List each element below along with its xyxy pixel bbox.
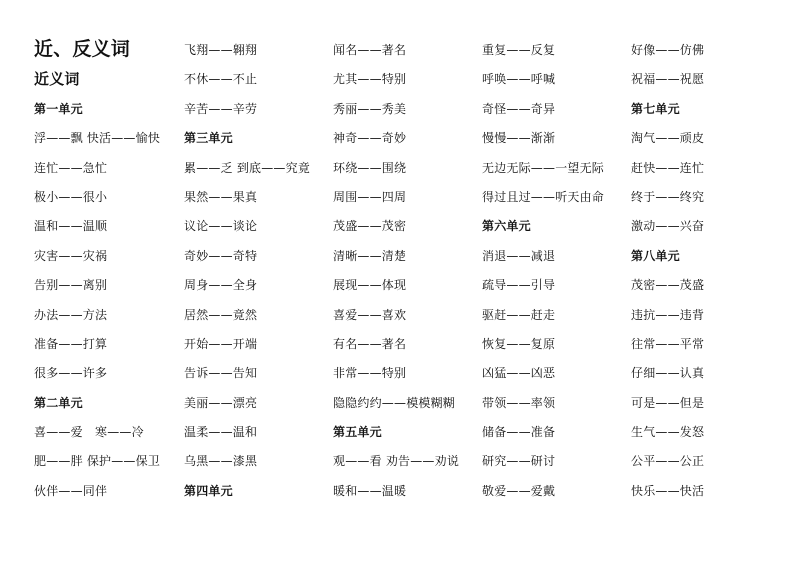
word-pair: 驱赶——赶走 xyxy=(482,307,556,322)
word-pair: 极小——很小 xyxy=(34,189,108,204)
column-2 xyxy=(184,36,334,506)
unit-heading: 第三单元 xyxy=(184,131,233,146)
word-pair: 快乐——快活 xyxy=(631,483,705,498)
section-title: 近义词 xyxy=(34,70,80,89)
unit-heading: 第一单元 xyxy=(34,101,83,116)
word-pair: 肥——胖 保护——保卫 xyxy=(34,454,161,469)
word-pair: 展现——体现 xyxy=(333,278,407,293)
word-pair: 喜——爱 寒——冷 xyxy=(34,425,144,440)
word-pair: 非常——特别 xyxy=(333,366,407,381)
word-pair: 辛苦——辛劳 xyxy=(184,101,258,116)
word-pair: 呼唤——呼喊 xyxy=(482,72,556,87)
unit-heading: 第四单元 xyxy=(184,483,233,498)
word-pair: 温柔——温和 xyxy=(184,425,258,440)
word-pair: 秀丽——秀美 xyxy=(333,101,407,116)
column-5 xyxy=(631,36,781,506)
word-pair: 办法——方法 xyxy=(34,307,108,322)
word-pair: 好像——仿佛 xyxy=(631,43,705,57)
word-pair: 累——乏 到底——究竟 xyxy=(184,160,311,175)
word-pair: 消退——减退 xyxy=(482,248,556,263)
word-pair: 敬爱——爱戴 xyxy=(482,483,556,498)
unit-heading: 第二单元 xyxy=(34,395,83,410)
word-pair: 美丽——漂亮 xyxy=(184,395,258,410)
word-pair: 恢复——复原 xyxy=(482,336,556,351)
word-pair: 暖和——温暖 xyxy=(333,483,407,498)
word-pair: 告诉——告知 xyxy=(184,366,258,381)
page-title: 近、反义词 xyxy=(34,38,131,60)
word-pair: 奇妙——奇特 xyxy=(184,248,258,263)
word-pair: 带领——率领 xyxy=(482,395,556,410)
word-pair: 隐隐约约——模模糊糊 xyxy=(333,395,456,410)
word-pair: 疏导——引导 xyxy=(482,278,556,293)
word-pair: 不休——不止 xyxy=(184,72,258,87)
word-pair: 茂盛——茂密 xyxy=(333,219,407,234)
word-pair: 公平——公正 xyxy=(631,454,705,469)
unit-heading: 第六单元 xyxy=(482,219,531,234)
word-pair: 准备——打算 xyxy=(34,336,108,351)
word-pair: 周围——四周 xyxy=(333,189,407,204)
word-pair: 终于——终究 xyxy=(631,189,705,204)
word-pair: 赶快——连忙 xyxy=(631,160,705,175)
word-pair: 往常——平常 xyxy=(631,336,705,351)
word-pair: 议论——谈论 xyxy=(184,219,258,234)
word-pair: 重复——反复 xyxy=(482,43,556,57)
word-pair: 乌黑——漆黑 xyxy=(184,454,258,469)
word-pair: 淘气——顽皮 xyxy=(631,131,705,146)
word-pair: 清晰——清楚 xyxy=(333,248,407,263)
unit-heading: 第七单元 xyxy=(631,101,680,116)
word-pair: 凶猛——凶恶 xyxy=(482,366,556,381)
word-pair: 可是——但是 xyxy=(631,395,705,410)
word-pair: 伙伴——同伴 xyxy=(34,483,108,498)
word-pair: 环绕——围绕 xyxy=(333,160,407,175)
word-pair: 灾害——灾祸 xyxy=(34,248,108,263)
word-pair: 生气——发怒 xyxy=(631,425,705,440)
unit-heading: 第五单元 xyxy=(333,425,382,440)
word-pair: 无边无际——一望无际 xyxy=(482,160,605,175)
word-pair: 激动——兴奋 xyxy=(631,219,705,234)
word-pair: 喜爱——喜欢 xyxy=(333,307,407,322)
word-pair: 违抗——违背 xyxy=(631,307,705,322)
word-pair: 尤其——特别 xyxy=(333,72,407,87)
word-pair: 观——看 劝告——劝说 xyxy=(333,454,460,469)
word-pair: 浮——飘 快活——愉快 xyxy=(34,131,161,146)
word-pair: 连忙——急忙 xyxy=(34,160,108,175)
word-pair: 果然——果真 xyxy=(184,189,258,204)
word-pair: 居然——竟然 xyxy=(184,307,258,322)
word-pair: 有名——著名 xyxy=(333,336,407,351)
word-pair: 闻名——著名 xyxy=(333,43,407,57)
column-4 xyxy=(482,36,632,506)
word-pair: 研究——研讨 xyxy=(482,454,556,469)
column-3 xyxy=(333,36,483,506)
column-1 xyxy=(34,36,184,506)
word-pair: 慢慢——渐渐 xyxy=(482,131,556,146)
word-pair: 祝福——祝愿 xyxy=(631,72,705,87)
word-pair: 开始——开端 xyxy=(184,336,258,351)
word-pair: 周身——全身 xyxy=(184,278,258,293)
word-pair: 得过且过——听天由命 xyxy=(482,189,605,204)
word-pair: 茂密——茂盛 xyxy=(631,278,705,293)
word-pair: 温和——温顺 xyxy=(34,219,108,234)
word-pair: 储备——准备 xyxy=(482,425,556,440)
word-pair: 神奇——奇妙 xyxy=(333,131,407,146)
word-pair: 告别——离别 xyxy=(34,278,108,293)
word-pair: 飞翔——翱翔 xyxy=(184,43,258,57)
word-pair: 奇怪——奇异 xyxy=(482,101,556,116)
unit-heading: 第八单元 xyxy=(631,248,680,263)
word-pair: 仔细——认真 xyxy=(631,366,705,381)
word-pair: 很多——许多 xyxy=(34,366,108,381)
